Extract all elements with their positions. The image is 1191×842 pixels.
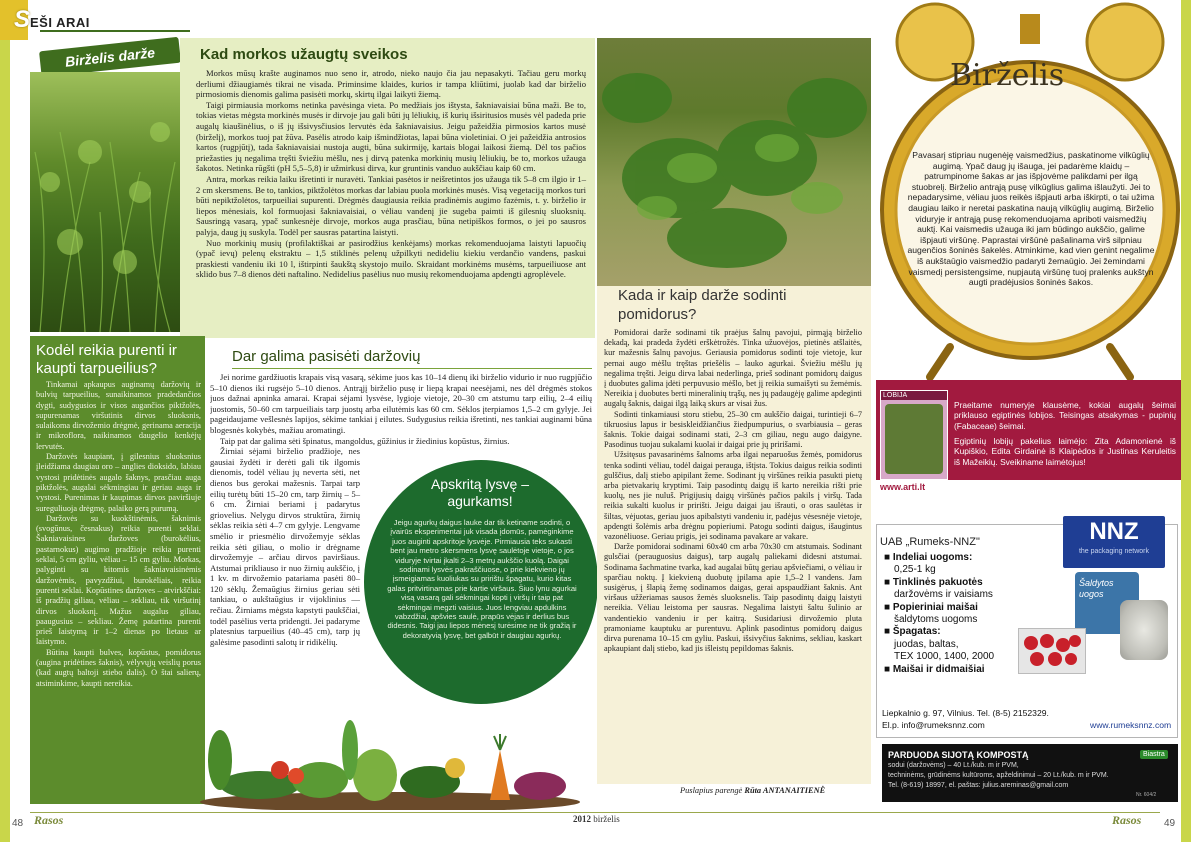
paragraph: Daržovės su kuokštinėmis, šaknimis (svogūnus, česnakus) reikia purenti seklai. Šakniavaisines daržoves (burokėlius, pastarnokus) augimo pradžioje reikia purenti seklai, 5 cm gyliu, vėliau – 15 cm gyliu. Morkas, palyginti su kitomis šakniavaisinėmis daržovėmis, pavyzdžiui, burokėliais, reikia purenti seklai. Kopūstines daržoves – atvirkščiai: iš pradžių giliau, vėliau – sekliau, tik viršutinį dirvos sluoksnį. Mažus augalus giliau, paaugusius – sekliau. Žemę patartina purenti prieš laistymą ir 1–2 dienas po lietaus ar laistymo. xyxy=(36,513,201,647)
paragraph: Pomidorai darže sodinami tik praėjus šalnų pavojui, pirmąją birželio dekadą, kai pradeda žydėti erškėtrožės. Tinka užuovėjos, pietinės atšlaitės, kur mažesnis šalnų pavojus. Geriausia pomidorus sodinti toje vietoje, kur pernai augo mėšlu tręštas priešėlis – lauko agurkai. Šviežiu mėšlu jų negalima tręšti. Jeigu dirva labai nederlinga, prieš sodinant pomidorų daigus į duobutes galima įdėti perpuvusio mėšlo, bet jį reikia sumaišyti su žemėmis. Nereikia į duobutes berti mineralinių trąšų, nes jų padaugėję galime apdeginti augalų šaknis, daigai ilgą laiką skurs ar visai žus. xyxy=(604,328,862,409)
section-underline xyxy=(40,30,190,32)
compost-price-1: sodui (daržovėms) – 40 Lt./kub. m ir PVM, xyxy=(888,762,1019,769)
compost-ad-title: PARDUODA SIJOTĄ KOMPOSTĄ xyxy=(888,750,1029,760)
nnz-tagline: the packaging network xyxy=(1078,548,1150,555)
callout-title xyxy=(380,476,580,510)
birzelis-darze-badge: Birželis darže xyxy=(39,37,181,77)
rasos-logo-right: Rasos xyxy=(1112,813,1142,827)
list-item: šaldytoms uogoms xyxy=(894,614,978,626)
article-cultivation-body xyxy=(36,380,201,689)
compost-price-2: techninėms, grūdinėms kultūroms, apželdinimui – 20 Lt./kub. m ir PVM. xyxy=(888,772,1109,779)
quiz-winners: Egiptinių lobijų pakelius laimėjo: Zita Adamonienė iš Kupiškio, Edita Girdainė iš Klaipėdos ir Justinas Keruleitis iš Mažeikių. Sveikiname laimėtojus! xyxy=(954,436,1176,467)
compost-ad-nr: Nr. 604/2 xyxy=(1136,792,1157,798)
article-carrots-body xyxy=(196,68,586,280)
section-initial: S xyxy=(14,6,31,33)
section-title: EŠI ARAI xyxy=(30,15,90,30)
paragraph: Nuo morkinių musių (profilaktiškai ar pasirodžius kenkėjams) morkas rekomenduojama laistyti lapuočių (ypač ievų) pelenų ekstraktu – 1,5 stiklinės pelenų užpilkyti nedideliu kiekiu verdančio vandens, paskui praskiesti vandeniu iki 10 l, ištirpinti šaukštą skystojo muilo. Skraidant morkinėms musėms, tarpueiliuose ant sklido bus 7–8 dienos dėti naftalino. Nedidelius pasėlius nuo musių rekomenduojama apdengti agroplėvele. xyxy=(196,237,586,280)
article-tomatoes-title xyxy=(618,286,786,324)
paragraph: Daržovės kaupiant, į gilesnius sluoksnius įleidžiama daugiau oro – anglies dioksido, labiau vystosi pridėtinės augalo šaknys, prasčiau auga piktžolės, augalai sėkmingiau ir geriau auga ir vystosi. Purenimas ir kaupimas dirvos paviršiuje sureguliuoja drėgmę, palaiko gerą purumą. xyxy=(36,452,201,513)
paragraph: Jei norime gardžiuotis krapais visą vasarą, sėkime juos kas 10–14 dienų iki birželio vidurio ir nuo rugpjūčio 5–10 dienos iki rugsėjo 5–10 dienos. Antrąjį birželio pusę ir liepą krapai neesėjami, nes dėl drėgmės stokos juos dažnai apninka amarai. Krapai sėjami lysvėse, lygioje vietoje, 20–30 cm atstumu tarp eilių, 2–4 eilių juostomis, 50–60 cm tarpueiliais tarp juostų arba eilutėmis kas 60 cm. Sėklos įterpiamos 1,5–2 cm gylyje. Jei pageidaujame vešlesnės lapijos, sėkime tankiai į eilutes. Sudygusius reikia išretinti, nes tankiai auginami būna blogesnės kokybės, mažiau aromatingi. xyxy=(210,372,592,435)
list-item: ■ Indeliai uogoms: xyxy=(884,552,973,563)
footer-month: birželis xyxy=(593,814,620,824)
paragraph: Taigi pirmiausia morkoms netinka pavėsinga vieta. Po medžiais jos ištysta, šakniavaisiai būna maži. Be to, tokias vietas mėgsta morkinės musės ir dirvoje jau gali būti jų lėliukių, iš kurių išsiritusios musės vėl padeda prie augalų kiaušinėlius, o iš jų išsivysčiusios lervutės ėda šakniavaisius. Jeigu pažeidžia pirmosios kartos musė (birželį), morkos tuoj pat žūva. Pasėlis atrodo kaip išmindžiotas, lapai būna violetiniai. O jei pažeidžia antrosios kartos (rugpjūtį), tada šakniavaisiai nustoja augti, būna sukirmiję, kartais blogai laikosi žiemą. Dėl tos pačios priežasties jų negalima tręšti šviežiu mėšlu, nes į dirvą patenka morkinių musių lėliukių, be to, morkos užauga šakotos. Netinka rūgšti (pH 5,5–5,8) ir užmirkusi dirva, kur gruntinis vanduo aukščiau kaip 60 cm. xyxy=(196,99,586,174)
article-carrots-title: Kad morkos užaugtų sveikos xyxy=(200,46,408,63)
footer-rule xyxy=(30,812,1160,813)
callout-text: Jeigu agurkų daigus lauke dar tik ketiname sodinti, o įvairūs eksperimentai juk visada įdomūs, pamėginkime juos auginti apskritoje lysvėje. Pirmiausia teks sukasti bent jau metro skersmens lysvę saulėtoje vietoje, o jos viduryje tvirtai įkalti 2–3 metrų aukščio kuolą. Daigai sodinami lysvės pakraščiuose, o prie kiekvieno jų įsmeigiamas kuoliukas su pririštu špagatu, kurio kitas galas pritvirtinamas prie kartie viršaus. Šiuo lynu agurkai visą vasarą gali sėkmingai kopti į viršų ir taip pat sėkmingai megzti vaisius. Juos lengviau apdulkins vabzdžiai, apšvies saulė, prapūs vėjas ir derlius bus didesnis. Taigi jau liepos mėnesį turėsime ne tik gražią ir dekoratyvią lysvę, bet galbūt ir daugiau agurkų. xyxy=(387,518,577,640)
list-item: 0,25-1 kg xyxy=(894,564,936,576)
article-tomatoes-title-line1: Kada ir kaip darže sodinti xyxy=(618,287,787,304)
left-page-bar xyxy=(0,0,10,842)
paragraph: Tinkamai apkaupus auginamų daržovių ir bulvių tarpueilius, sunaikinamos pradedančios dygti, sudygusios ir visos augančios piktžolės, supurenamas viršutinis dirvos sluoksnis, sulaikoma dirvožemio drėgmė, gerinama aeracija ir mikroflora, naikinamos daugelio kenkėjų lervutės. xyxy=(36,380,201,451)
arti-url[interactable]: www.arti.lt xyxy=(880,482,926,492)
callout-title-line2: agurkams! xyxy=(447,493,513,509)
lobija-packet xyxy=(880,390,948,480)
credit-prefix: Puslapius parengė xyxy=(680,786,743,795)
biastra-logo: Biastra xyxy=(1140,750,1168,759)
page-number-right: 49 xyxy=(1164,818,1176,829)
list-item: ■ Popieriniai maišai xyxy=(884,601,978,613)
article-sowing-title: Dar galima pasisėti daržovių xyxy=(232,348,421,365)
carrot-field-photo xyxy=(30,72,180,332)
rumeks-product-list xyxy=(884,552,994,676)
paragraph: Antra, morkas reikia laiku išretinti ir nuravėti. Tankiai pasėtos ir neišretintos jos užauga tik 5–8 cm ilgio ir 1–2 cm skersmens. Be to, tankios, piktžolėtos morkas dar labiau puola morkinės musės. Visą vegetaciją morkos turi būti nepiktžolėtos, tarpueiliai supurenti. Drėgmės daugiausia reikia pradinėmis augimo fazėmis, t. y. birželio ir liepos mėnesiais, kol formuojasi šakniavaisiai, o vėliau vandenį jie sugeba paimti iš gilesnių sluoksnių. Sausringą vasarą, ypač sunkesnėje dirvoje, morkos auga prasčiau, būna netipiškos formos, o jei po sausros palyja, daug jų suskyla. Todėl per sausras patartina laistyti. xyxy=(196,173,586,237)
callout-title-line1: Apskritą lysvę – xyxy=(430,476,530,492)
list-item: juodas, baltas, xyxy=(894,638,959,650)
list-item: ■ Maišai ir didmaišiai xyxy=(884,663,985,675)
bag-label: Šaldytos uogos xyxy=(1079,578,1114,599)
footer-year: 2012 xyxy=(573,814,591,824)
article-tomatoes-body xyxy=(604,328,862,768)
article-tomatoes-title-line2: pomidorus? xyxy=(618,306,697,323)
rumeks-website[interactable]: www.rumeksnnz.com xyxy=(1090,720,1172,730)
list-item: daržovėms ir vaisiams xyxy=(894,589,993,601)
nnz-logo-text: NNZ xyxy=(1089,518,1139,545)
right-page-bar xyxy=(1181,0,1191,842)
nnz-logo xyxy=(1063,516,1165,568)
clock-text: Pavasarį stipriau nugenėję vaismedžius, paskatinome vilkūglių augimą. Ypač daug jų išauga, jei padarėme klaidų – patrumpinome šakas ar jas išpjovėme palikdami per ilgą stuobrelį. Birželio antrąją pusę vilkūglius galima išlaužyti. Jei to nepadarysime, vėliau juos reikės išpjauti arba iškirpti, o tai užima daugiau laiko ir neretai paskatina naują vilkūglių augimą. Birželio viduryje ir antrąją pusę rekomenduojama apriboti vaismedžių auktį. Kai vaismedis užauga iki jam būdingo aukščio, galime išpjauti viršūnę. Paprastai viršūnė pašalinama virš silpniau augenčios šoninės šakelės. Atminkime, kad vien genint negalime iš aukštaūgio vaismedžio padaryti žemaūgio. Jei žemindami vaismedį persistengsime, nupjautą viršūnę tuoj pralenks aukštyn augti pradėjusios šoninės šakos. xyxy=(907,150,1155,288)
quiz-question: Praeitame numeryje klausėme, kokiai augalų šeimai priklauso egiptinės lobijos. Teisingas atsakymas - pupinių (Fabaceae) šeimai. xyxy=(954,400,1176,431)
vegetables-illustration xyxy=(200,690,580,810)
paragraph: Taip pat dar galima sėti špinatus, mangoldus, gūžinius ir žiedinius kopūstus, žirnius. xyxy=(220,435,510,446)
rumeks-email[interactable]: El.p. info@rumeksnnz.com xyxy=(882,720,985,730)
paragraph: Darže pomidorai sodinami 60x40 cm arba 70x30 cm atstumais. Sodinant gulsčiai (perauguosius daigus), tarp augalų paliekami didesni atstumai. Sodinama šachmatine tvarka, kad augalai būtų geriau apšviečiami, o vėliau ir sparčiau noktų. Į kiekvieną duobutę įpilama apie 1,5–2 l vandens. Jam susigėrus, į šlapią žemę sodinamos daigas, gerai apspaudžiant šaknis. Ant viršaus užžeriamas sausos žemės sluoksnelis. Taip pasodintų daigų laistyti nereikia. Vėliau leistoma per sausras. Negalima laistyti šaltu šulinio ar vandentiekio vandeniu ir per kaitrą. Susidariusi dirvožemio pluta pramoniame kauptuku ar purentuvu. Aplink pasodintus pomidorų daigus dirva purenama 10–15 cm gyliu. Paskui, išsivyčius šaknims, sekliau, kaskart apkaupiant dalį stiebo, kad jis išleistų pepildomas šaknis. xyxy=(604,542,862,654)
twine-spool-image xyxy=(1120,600,1168,660)
paragraph: Morkos mūsų krašte auginamos nuo seno ir, atrodo, nieko naujo čia jau nepasakyti. Tačiau geru morkų derliumi džiaugiamės tikrai ne visada. Priminsime klaides, kurios ir tampa kliūtimi, juolab kad dar birželio pirmosiomis dienomis galima pasisėti morkų, skirtų ilgai laikyti žiemą. xyxy=(196,68,586,100)
footer-date xyxy=(573,814,620,824)
title-rule xyxy=(232,368,592,369)
list-item: ■ Špagatas: xyxy=(884,626,941,638)
credit-name: Rūta ANTANAITIENĖ xyxy=(744,786,826,795)
rasos-logo-left: Rasos xyxy=(34,813,64,827)
section-header xyxy=(14,6,90,33)
paragraph: Būtina kaupti bulves, kopūstus, pomidorus (augina pridėtines šaknis), vėlyvųjų veislių porus (kad augtų baltoji stiebo dalis). O štai salierų, atsiminkime, kaupti nereikia. xyxy=(36,647,201,688)
paragraph: Sodinti tinkamiausi storu stiebu, 25–30 cm aukščio daigai, turintieji 6–7 tikruosius lapus ir besiskleidžiančius žiedpumpurius, o svarbiausia – geras šaknis. Tokie daigai sodinami stati, 2–3 cm giliau, negu augo daigyne. Pasodinus tuojau sukalami kuolai ir daigai prie jų pririšami. xyxy=(604,409,862,450)
list-item: TEX 1000, 1400, 2000 xyxy=(894,651,995,663)
list-item: ■ Tinklinės pakuotės xyxy=(884,576,983,588)
packet-brand: LOBIJA xyxy=(881,391,947,400)
clock-title: Birželis xyxy=(950,58,1065,93)
rumeks-company: UAB „Rumeks-NNZ" xyxy=(880,536,980,548)
rumeks-address: Liepkalnio g. 97, Vilnius. Tel. (8-5) 2152329. xyxy=(882,708,1049,718)
tomato-plants-photo xyxy=(597,38,871,286)
article-cultivation-title: Kodėl reikia purenti ir kaupti tarpueilius? xyxy=(36,342,177,377)
paragraph: Žirniai sėjami birželio pradžioje, nes gausiai žydėti ir derėti gali tik ilgomis dienomis, todėl vėliau jų neverta sėti, net dienos bus gerokai mažesnis. Tarpai tarp eilių turėtų būti 15–20 cm, tarp žirnių – 5–6 cm. Žirniai beriami į padarytus griovelius. Nelygu dirvos struktūra, žirnių sėklas reikia sėti 4–7 cm gylyje. Lengvame smėlio ir priesmėlio dirvožemyje sėklas reikia sėti giliau, o molio ir drėgname dirvožemyje – arčiau dirvos paviršiaus. Atstumai prikliauso ir nuo žirnių aukščio, į 1 kv. m dirvožemio patariama pasėti 80–120 sėklų. Žemaūgius žirnius geriau sėti tankiau, o aukštaūgius ir vijoklinius — rečiau. Žirniams mėgsta kapstyti paukščiai, todėl pasėlius verta pridengti. Jei padaryme platesnius tarpueilius (40–45 cm), tarp jų galėsime pasodinti salotų ir ridikėlių. xyxy=(210,446,360,647)
author-credit xyxy=(680,786,825,795)
strawberry-tray-image xyxy=(1018,628,1086,674)
compost-contacts: Tel. (8-619) 18997, el. paštas: julius.areminas@gmail.com xyxy=(888,782,1069,789)
page-number-left: 48 xyxy=(12,818,24,829)
paragraph: Užsitęsus pavasarinėms šalnoms arba ilgai neparuošus žemės, pomidorus tenka sodinti vėliau, todėl daigai perauga, ištįsta. Tokius daigus reikia sodinti gulščius, dalį stiebo apipilant žeme. Sodinant jų viršūnes reikia pasukti pietų arba pietvakarių kryptimi. Taip pasodintų daigų iš karto nereikia rišti prie kuolų, nes jie nuluš. Prigijusių daigų viršūnės pačios pakils į viršų. Tada reikia sukalti kuolus ir pririšti. Jeigu daigai jau išrauti, o oras saulėtas ir šiltas, vėjuotas, geriau juos apibalstyti vandeniu ir, padėjus vėsesnėje vietoje, apdengti šolėmis arba drėgnu popieriumi. Patogu sodinti daigus, išaugintus vazonėliuose. Geriau prigis, jei sodinama pavakare ar vakare. xyxy=(604,450,862,542)
